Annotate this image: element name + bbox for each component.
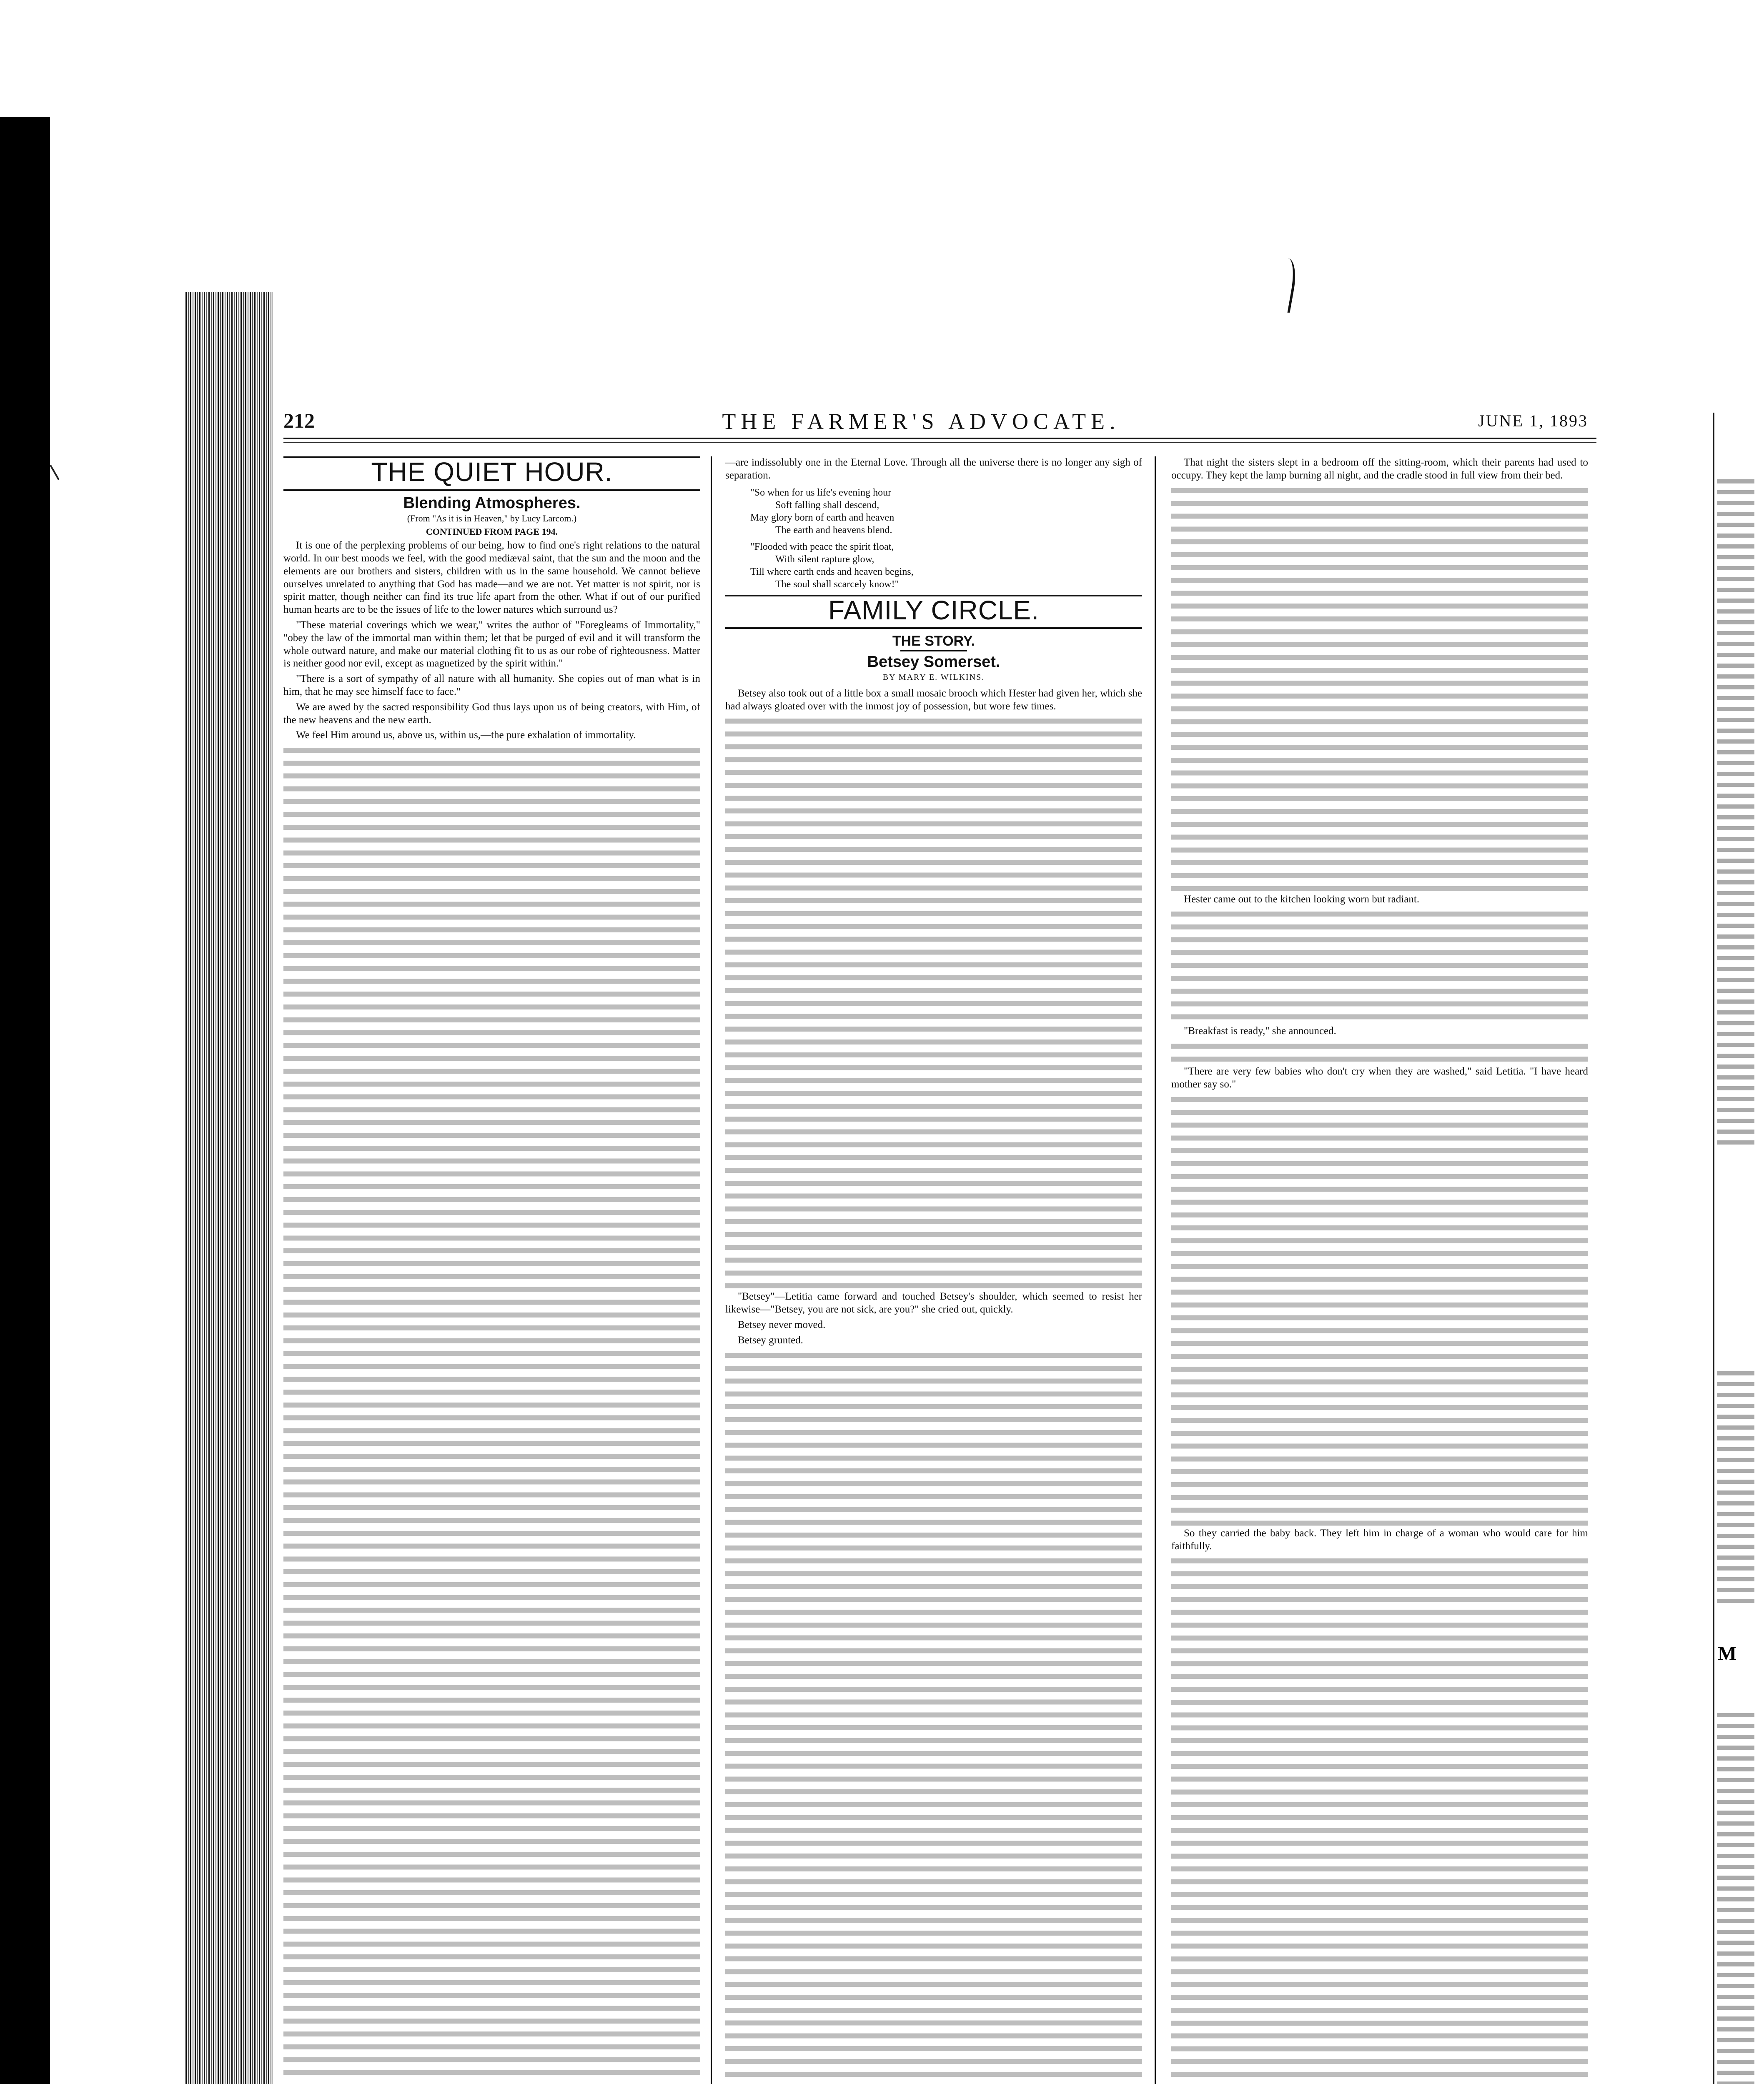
facing-page-edge [1713,413,1764,2084]
body-text-lines [725,1350,1142,2084]
story-paragraph: "Breakfast is ready," she announced. [1184,1025,1336,1037]
story-paragraph: "Betsey"—Letitia came forward and touched Betsey's shoulder, which seemed to resist her likewise—"Betsey, you are not sick, are you?" she cried out, quickly. [725,1291,1142,1315]
the-story-heading: THE STORY. [892,633,975,649]
body-text-lines [1171,1555,1588,2084]
quiet-hour-paragraph: We are awed by the sacred responsibility God thus lays upon us of being creators, with Him, of the new heavens and the new earth. [283,701,700,726]
story-paragraph: That night the sisters slept in a bedroom off the sitting-room, which their parents had used to occupy. They kept the lamp burning all night, and the cradle stood in full view from their bed. [1171,457,1588,481]
page-number: 212 [283,409,315,432]
issue-date: JUNE 1, 1893 [1478,411,1588,430]
story-rule [900,650,967,651]
story-paragraph: Hester came out to the kitchen looking worn but radiant. [1184,893,1420,905]
story-byline: BY MARY E. WILKINS. [882,672,985,682]
column-divider-2 [1155,456,1156,2084]
quiet-hour-paragraph: It is one of the perplexing problems of our being, how to find one's right relations to the natural world. In our best moods we feel, with the good mediæval saint, that the sun and the moon and the elements are our brothers and sisters, children with us in the same household. We cannot believe ourselves unrelated to anything that God has made—and we are not. Yet matter is not spirit, nor is spirit matter, though neither can find its true life apart from the other. What if out of our purified human hearts are to be the issues of life to the lower natures which surround us? [283,540,700,616]
masthead: THE FARMER'S ADVOCATE. [722,409,1120,434]
poem-line: "Flooded with peace the spirit float, [750,541,894,552]
poem-line: May glory born of earth and heaven [750,512,895,523]
continued-note: CONTINUED FROM PAGE 194. [426,526,558,537]
blending-atmospheres-title: Blending Atmospheres. [403,494,581,512]
story-paragraph: So they carried the baby back. They left him in charge of a woman who would care for him faithfully. [1171,1527,1588,1552]
header-rule-thick [283,438,1596,439]
facing-page-initial: M [1718,1643,1737,1665]
poem-line: "So when for us life's evening hour [750,487,892,498]
body-text-lines [1171,485,1588,893]
story-paragraph: Betsey also took out of a little box a small mosaic brooch which Hester had given her, which she had always gloated over with the inmost joy of possession, but wore few times. [725,687,1142,712]
page-header [275,408,1605,433]
continuation-text: —are indissolubly one in the Eternal Love. Through all the universe there is no longer any sigh of separation. [725,457,1142,481]
poem-line: The soul shall scarcely know!" [775,579,899,590]
body-text-lines [725,715,1142,1290]
column-quiet-hour [283,456,700,2084]
quiet-hour-heading-box [283,456,700,491]
poem [750,486,1142,591]
poem-line: Soft falling shall descend, [775,499,879,511]
family-circle-heading-box [725,595,1142,629]
body-text-lines [1171,908,1588,1025]
facing-page-text [1717,1713,1754,2084]
article-source: (From "As it is in Heaven," by Lucy Larcom.) [407,513,577,524]
header-rule-thin [283,442,1596,443]
quiet-hour-title: THE QUIET HOUR. [371,457,613,487]
body-text-lines [1171,1040,1588,1065]
quiet-hour-paragraph: "There is a sort of sympathy of all nature with all humanity. She copies out of man what is in him, that he may see himself face to face." [283,673,700,697]
column-family-circle [725,456,1142,2084]
story-paragraph: Betsey grunted. [738,1334,803,1346]
column-divider-1 [711,456,712,2084]
betsey-somerset-title: Betsey Somerset. [867,653,1000,671]
bound-volume-page-edges [185,292,273,2084]
newspaper-page [275,408,1605,2084]
story-paragraph: Betsey never moved. [738,1319,826,1330]
body-text-lines [1171,1094,1588,1527]
quiet-hour-paragraph: We feel Him around us, above us, within us,—the pure exhalation of immortality. [296,729,636,741]
facing-page-text [1717,479,1754,1146]
poem-line: The earth and heavens blend. [775,524,892,536]
poem-line: Till where earth ends and heaven begins, [750,566,914,577]
facing-page-text [1717,1371,1754,1605]
quiet-hour-paragraph: "These material coverings which we wear," writes the author of "Foregleams of Immortality," "obey the law of the immortal man within them; let that be purged of evil and it will transform the whole outward nature, and make our material clothing fit to us as our robe of righteousness. Matter is neither good nor evil, except as magnetized by the spirit within." [283,619,700,669]
body-text-lines [283,744,700,2078]
story-paragraph: "There are very few babies who don't cry when they are washed," said Letitia. "I have heard mother say so." [1171,1066,1588,1090]
scan-border-top [0,0,1764,117]
poem-line: With silent rapture glow, [775,554,874,565]
column-story-continued [1171,456,1588,2084]
family-circle-title: FAMILY CIRCLE. [828,595,1039,625]
